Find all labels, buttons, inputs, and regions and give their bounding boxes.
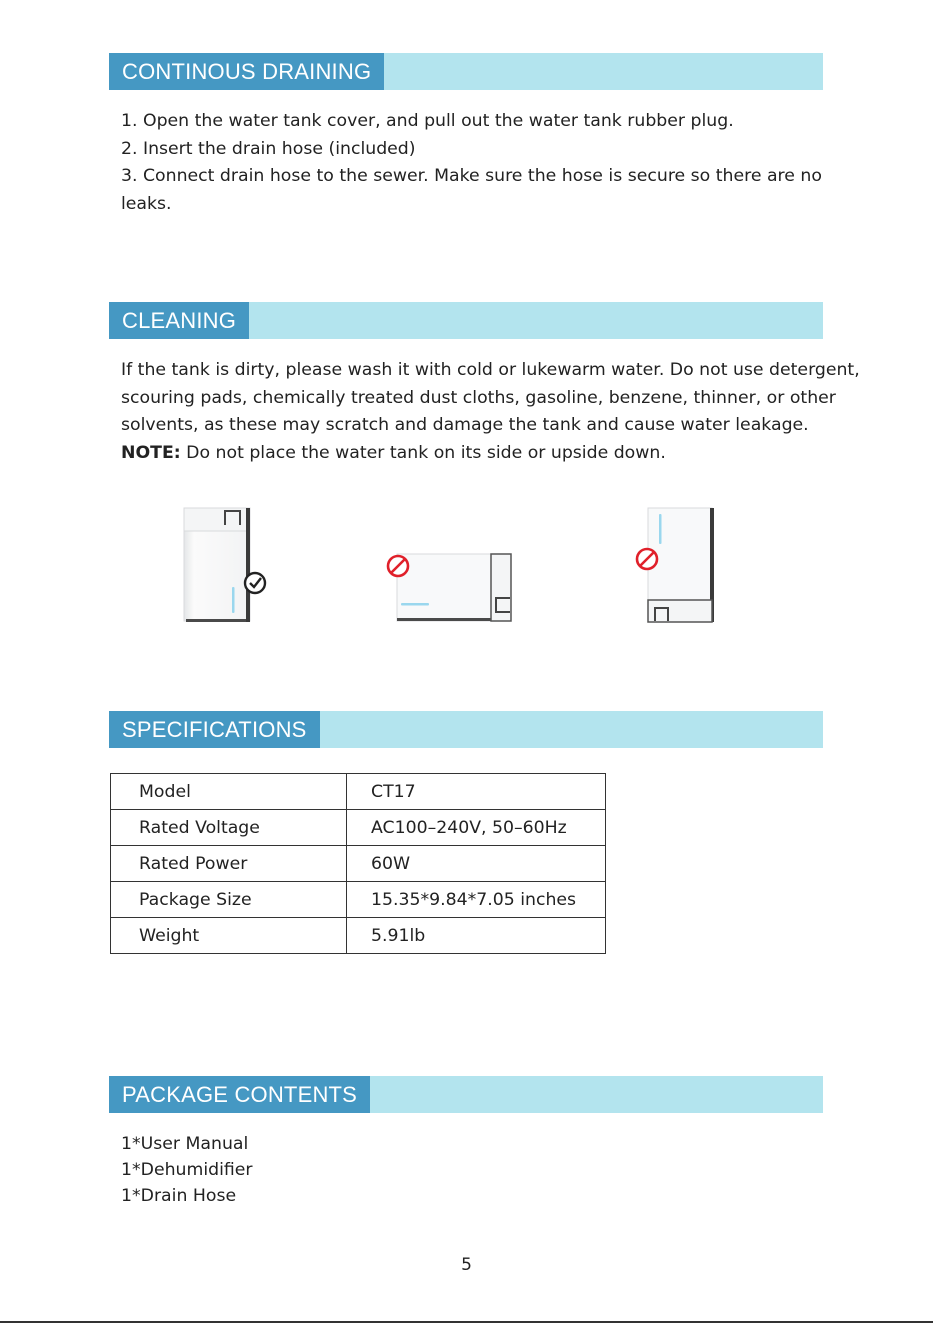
spec-label: Weight <box>111 918 347 954</box>
spec-label: Rated Voltage <box>111 810 347 846</box>
table-row <box>111 810 606 846</box>
page-bottom-divider <box>0 1321 933 1323</box>
list-item: 1*Drain Hose <box>121 1186 237 1206</box>
table-row <box>111 918 606 954</box>
prohibited-icon <box>637 549 657 569</box>
tank-upright-figure <box>180 505 280 625</box>
spec-label: Package Size <box>111 882 347 918</box>
cleaning-note <box>121 440 871 468</box>
cleaning-text <box>121 357 871 467</box>
spec-label: Rated Power <box>111 846 347 882</box>
draining-step-2: 2. Insert the drain hose (included) <box>121 138 416 159</box>
page-number: 5 <box>461 1255 472 1275</box>
package-list <box>121 1131 253 1209</box>
check-circle-icon <box>245 573 265 593</box>
draining-step-3: 3. Connect drain hose to the sewer. Make sure the hose is secure so there are no leaks. <box>121 166 822 214</box>
specs-table <box>110 773 606 954</box>
tank-upside-down-figure <box>630 504 725 626</box>
prohibited-icon <box>388 556 408 576</box>
spec-label: Model <box>111 774 347 810</box>
list-item: 1*Dehumidifier <box>121 1160 253 1180</box>
spec-value: 5.91lb <box>347 918 606 954</box>
draining-step-1: 1. Open the water tank cover, and pull out the water tank rubber plug. <box>121 111 734 131</box>
cleaning-section-header <box>109 302 823 339</box>
spec-value: 60W <box>347 846 606 882</box>
table-row <box>111 882 606 918</box>
package-title: PACKAGE CONTENTS <box>109 1076 370 1113</box>
draining-section-header <box>109 53 823 90</box>
draining-steps <box>121 108 881 218</box>
note-text: Do not place the water tank on its side or upside down. <box>180 442 666 463</box>
table-row <box>111 846 606 882</box>
tank-side-figure <box>383 550 518 625</box>
specs-section-header <box>109 711 823 748</box>
spec-value: 15.35*9.84*7.05 inches <box>347 882 606 918</box>
spec-value: CT17 <box>347 774 606 810</box>
list-item: 1*User Manual <box>121 1134 249 1154</box>
table-row <box>111 774 606 810</box>
note-label: NOTE: <box>121 442 181 463</box>
draining-title: CONTINOUS DRAINING <box>109 53 384 90</box>
cleaning-body: If the tank is dirty, please wash it with cold or lukewarm water. Do not use detergent, scouring pads, chemically treated dust cloths, gasoline, benzene, thinner, or other solvents, as these may scratch and damage the tank and cause water leakage. <box>121 360 860 436</box>
specs-title: SPECIFICATIONS <box>109 711 320 748</box>
spec-value: AC100–240V, 50–60Hz <box>347 810 606 846</box>
package-section-header <box>109 1076 823 1113</box>
cleaning-title: CLEANING <box>109 302 249 339</box>
